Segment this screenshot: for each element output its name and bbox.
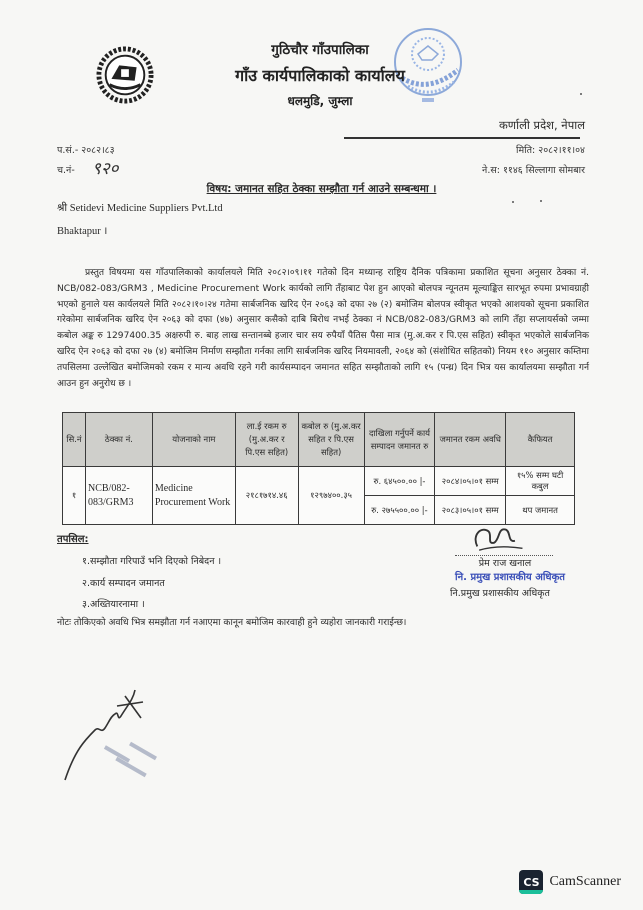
camscanner-brand: CamScanner: [549, 874, 621, 889]
header-divider: [344, 137, 580, 139]
attachment-item: १.सम्झौता गरिपाउँ भनि दिएको निबेदन ।: [82, 556, 222, 567]
signatory-title: नि.प्रमुख प्रशासकीय अधिकृत: [450, 588, 550, 599]
col-header-validity: जमानत रकम अवधि: [435, 413, 506, 467]
cell-guarantee-amount: रु. २७५५००.०० |-: [364, 496, 435, 525]
subject-line: विषय: जमानत सहित ठेक्का सम्झौता गर्न आउने सम्बन्धमा ।: [206, 183, 437, 195]
scan-speck: [580, 93, 582, 95]
cell-bid: १२९७४००.३५: [298, 467, 364, 525]
officer-signature: [468, 522, 528, 554]
letter-body: [57, 266, 589, 392]
cell-project: Medicine Procurement Work: [152, 467, 235, 525]
letter-date: मिति: २०८२।११।०४: [516, 145, 585, 156]
cell-contract-no: NCB/082-083/GRM3: [85, 467, 152, 525]
attachments-title: तपसिल:: [57, 534, 89, 545]
office-address: धलमुडि, जुम्ला: [287, 94, 353, 108]
recipient-city: Bhaktapur ।: [57, 226, 108, 237]
cell-remark: थप जमानत: [506, 496, 575, 525]
signatory-name: प्रेम राज खनाल: [478, 558, 532, 569]
signature-line: [455, 555, 553, 556]
province-name: कर्णाली प्रदेश, नेपाल: [498, 118, 585, 132]
attachment-item: २.कार्य सम्पादन जमानत: [82, 578, 165, 589]
col-header-estimate: ला.ई रकम रु (मु.अ.कर र पि.एस सहित): [235, 413, 298, 467]
recipient-name: श्री Setidevi Medicine Suppliers Pvt.Ltd: [57, 203, 223, 214]
scan-speck: [540, 200, 542, 202]
reference-number: प.सं.- २०८२।८३: [57, 145, 115, 156]
attachment-item: ३.अख्तियारनामा ।: [82, 599, 145, 610]
scan-speck: [512, 201, 514, 203]
cell-remark: १५% सम्म घटी कबुल: [506, 467, 575, 496]
cell-sn: १: [63, 467, 86, 525]
dispatch-number: ९२०: [92, 159, 119, 179]
footer-note: नोटः तोकिएको अवधि भित्र समझौता गर्न नआएमा कानून बमोजिम कारवाही हुने व्यहोरा जानकारी गराईन्छ।: [57, 617, 407, 628]
dispatch-number-label: च.नं-: [57, 165, 75, 176]
office-name: गाँउ कार्यपालिकाको कार्यालय: [235, 66, 405, 85]
camscanner-watermark: [519, 870, 621, 894]
col-header-sn: सि.नं: [63, 413, 86, 467]
nepal-samvat-date: ने.स: ११४६ सिल्लागा सोमबार: [482, 165, 585, 176]
camscanner-logo-icon: CS: [519, 870, 543, 894]
cell-validity: २०८४।०५।०१ सम्म: [435, 467, 506, 496]
receipt-signature: [55, 670, 165, 810]
col-header-project: योजनाको नाम: [152, 413, 235, 467]
body-paragraph: प्रस्तुत विषयमा यस गाँउपालिकाको कार्यालयले मिति २०८२।०९।११ गतेको दिन मध्यान्ह राष्ट्रिय दैनिक पत्रिकामा प्रकाशित सूचना अनुसार ठेक्का नं. NCB/082-083/GRM3 , Medicine Procurement Work कार्यको लागि तँहाबाट पेश हुन आएको बोलपत्र न्यूनतम मूल्याङ्कित सारभूत रुपमा प्रभावग्राही भएको हुनाले यस कार्यलयले मिति २०८२।१०।२४ गतेमा सार्बजनिक खरिद ऐन २०६३ को दफा २७ (२) बमोजिम बोलपत्र स्वीकृत भएको आशयको सूचना प्रकाशित गरेकोमा सार्बजनिक खरिद ऐन २०६३ को दफा (४७) अनुसार कसैको दाबि बिरोध नभई ठेक्का नं NCB/082-083/GRM3 को लागि तँहा सप्लायर्सको जम्मा कबोल अङ्क रु 1297400.35 अक्षरुपी रु. बाह लाख सन्तानब्बे हजार चार सय रुपैयाँ पैतिस पैसा मात्र (मु.अ.कर र पि.एस सहित) स्वीकृत भएकोले सार्बजनिक खरिद ऐन २०६३ को दफा २७ (४) बमोजिम निर्माण सम्झौता गर्नका लागि सार्बजनिक खरिद नियमावली, २०६४ को (संशोधित सहितको) नियम ११० अनुसार कम्तिमा तपसिलमा उल्लेखित बमोजिमको रकम र मान्य अवधि रहने गरी कार्यसम्पादन जमानत सहित सम्झौताको लागि १५ (पन्ध्र) दिन भित्र यस कार्यालयमा सम्झौता गर्न आउन हुन अनुरोध छ ।: [57, 268, 589, 389]
col-header-contract-no: ठेक्का नं.: [85, 413, 152, 467]
cell-guarantee-amount: रु. ६४५००.०० |-: [364, 467, 435, 496]
col-header-guarantee-amount: दाखिला गर्नुपर्ने कार्य सम्पादन जमानत रु: [364, 413, 435, 467]
col-header-remarks: कैफियत: [506, 413, 575, 467]
municipality-name: गुठिचौर गाँउपालिका: [271, 42, 369, 58]
government-emblem-icon: [96, 46, 154, 104]
col-header-bid: कबोल रु (मु.अ.कर सहित र पि.एस सहित): [298, 413, 364, 467]
cell-validity: २०८३।०५।०१ सम्म: [435, 496, 506, 525]
table-row: [63, 467, 575, 496]
officer-stamp: नि. प्रमुख प्रशासकीय अधिकृत: [455, 572, 565, 583]
cell-estimate: २१८१७१४.४६: [235, 467, 298, 525]
guarantee-table: [62, 412, 575, 525]
table-header-row: [63, 413, 575, 467]
